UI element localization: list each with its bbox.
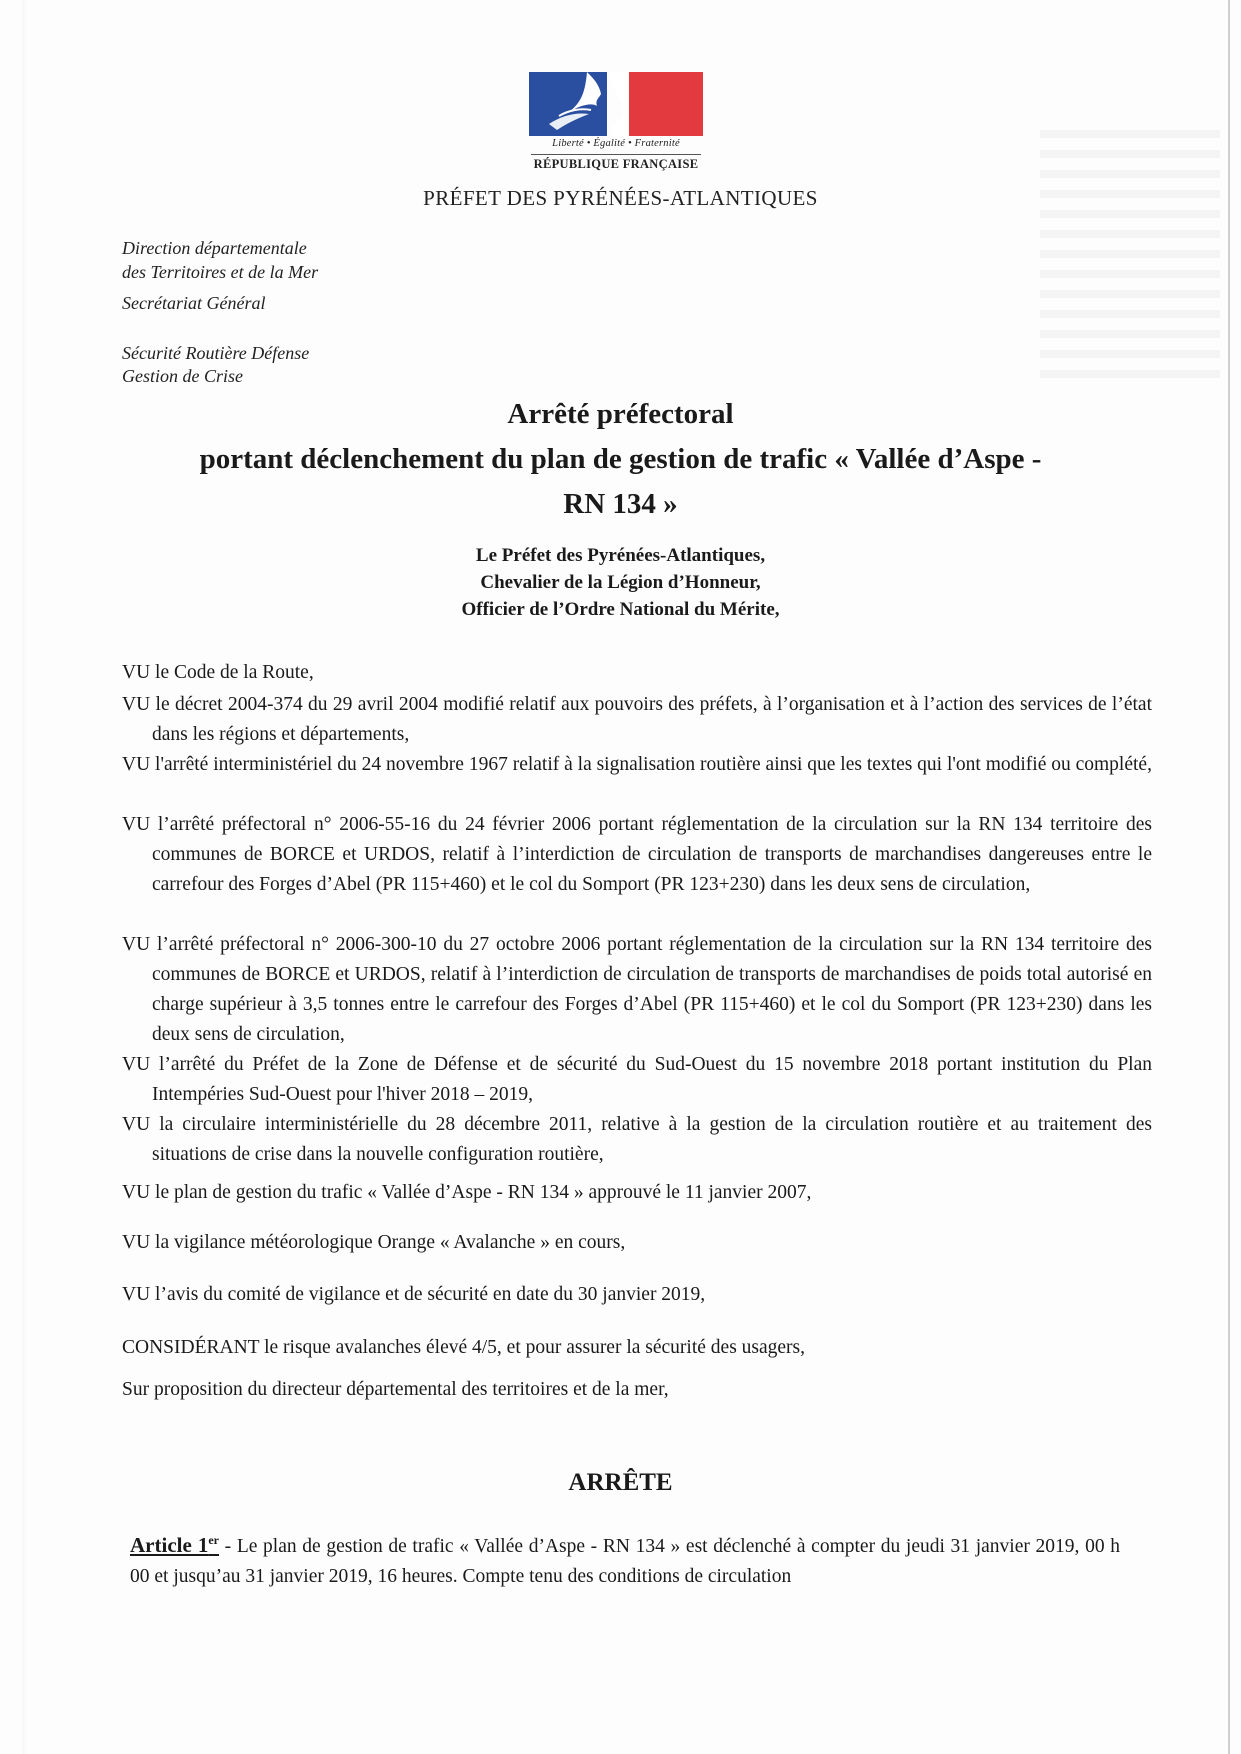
service-secretariat: Secrétariat Général bbox=[122, 293, 266, 313]
sur-proposition-clause: Sur proposition du directeur départemental des territoires et de la mer, bbox=[122, 1379, 669, 1400]
article-1-label-sup: er bbox=[208, 1533, 219, 1547]
service-direction-line2: des Territoires et de la Mer bbox=[122, 262, 319, 282]
signatory-line3: Officier de l’Ordre National du Mérite, bbox=[461, 599, 780, 620]
visa-item: VU la vigilance météorologique Orange « Avalanche » en cours, bbox=[122, 1232, 626, 1253]
article-1 bbox=[130, 1525, 1120, 1592]
visa-item: VU le Code de la Route, bbox=[122, 662, 314, 683]
arrete-heading: ARRÊTE bbox=[568, 1469, 673, 1496]
service-direction-line1: Direction départementale bbox=[122, 238, 307, 258]
document-title-line3: RN 134 » bbox=[563, 488, 678, 520]
visa-item: VU l'arrêté interministériel du 24 novembre 1967 relatif à la signalisation routière ainsi que les textes qui l'ont modifié ou complété, bbox=[122, 754, 1152, 775]
article-1-label-text: Article 1 bbox=[130, 1533, 209, 1557]
article-1-label bbox=[130, 1533, 219, 1557]
document-title-line1: Arrêté préfectoral bbox=[507, 398, 734, 430]
considerant-clause: CONSIDÉRANT le risque avalanches élevé 4/5, et pour assurer la sécurité des usagers, bbox=[122, 1337, 806, 1358]
republique-francaise-label: RÉPUBLIQUE FRANÇAISE bbox=[533, 157, 699, 171]
signatory-line1: Le Préfet des Pyrénées-Atlantiques, bbox=[475, 545, 766, 566]
visa-item: VU l’arrêté préfectoral n° 2006-55-16 du 24 février 2006 portant réglementation de la circulation sur la RN 134 territoire des communes de BORCE et URDOS, relatif à l’interdiction de circulation de transports de marchandises dangereuses entre le carrefour des Forges d’Abel (PR 115+460) et le col du Somport (PR 123+230) dans les deux sens de circulation, bbox=[122, 814, 1152, 895]
republic-motto: Liberté • Égalité • Fraternité bbox=[552, 138, 680, 149]
service-unit-line1: Sécurité Routière Défense bbox=[122, 343, 310, 363]
article-1-text: - Le plan de gestion de trafic « Vallée d’Aspe - RN 134 » est déclenché à compter du jeudi 31 janvier 2019, 00 h 00 et jusqu’au 31 janvier 2019, 16 heures. Compte tenu des conditions de circulation bbox=[130, 1536, 1120, 1587]
document-title-line2: portant déclenchement du plan de gestion de trafic « Vallée d’Aspe - bbox=[199, 443, 1042, 475]
prefecture-name: PRÉFET DES PYRÉNÉES-ATLANTIQUES bbox=[423, 186, 818, 210]
visa-item: VU l’arrêté du Préfet de la Zone de Défense et de sécurité du Sud-Ouest du 15 novembre 2018 portant institution du Plan Intempéries Sud-Ouest pour l'hiver 2018 – 2019, bbox=[122, 1054, 1152, 1105]
visa-item: VU la circulaire interministérielle du 28 décembre 2011, relative à la gestion de la circulation routière et au traitement des situations de crise dans la nouvelle configuration routière, bbox=[122, 1114, 1152, 1165]
visa-item: VU le décret 2004-374 du 29 avril 2004 modifié relatif aux pouvoirs des préfets, à l’organisation et à l’action des services de l’état dans les régions et départements, bbox=[122, 694, 1152, 745]
visa-item: VU l’avis du comité de vigilance et de sécurité en date du 30 janvier 2019, bbox=[122, 1284, 706, 1305]
visa-item: VU le plan de gestion du trafic « Vallée d’Aspe - RN 134 » approuvé le 11 janvier 2007, bbox=[122, 1182, 812, 1203]
signatory-line2: Chevalier de la Légion d’Honneur, bbox=[480, 572, 761, 593]
visa-item: VU l’arrêté préfectoral n° 2006-300-10 du 27 octobre 2006 portant réglementation de la circulation sur la RN 134 territoire des communes de BORCE et URDOS, relatif à l’interdiction de circulation de transports de marchandises de poids total autorisé en charge supérieur à 3,5 tonnes entre le carrefour des Forges d’Abel (PR 115+460) et le col du Somport (PR 123+230) dans les deux sens de circulation, bbox=[122, 934, 1152, 1045]
service-unit-line2: Gestion de Crise bbox=[122, 366, 243, 386]
